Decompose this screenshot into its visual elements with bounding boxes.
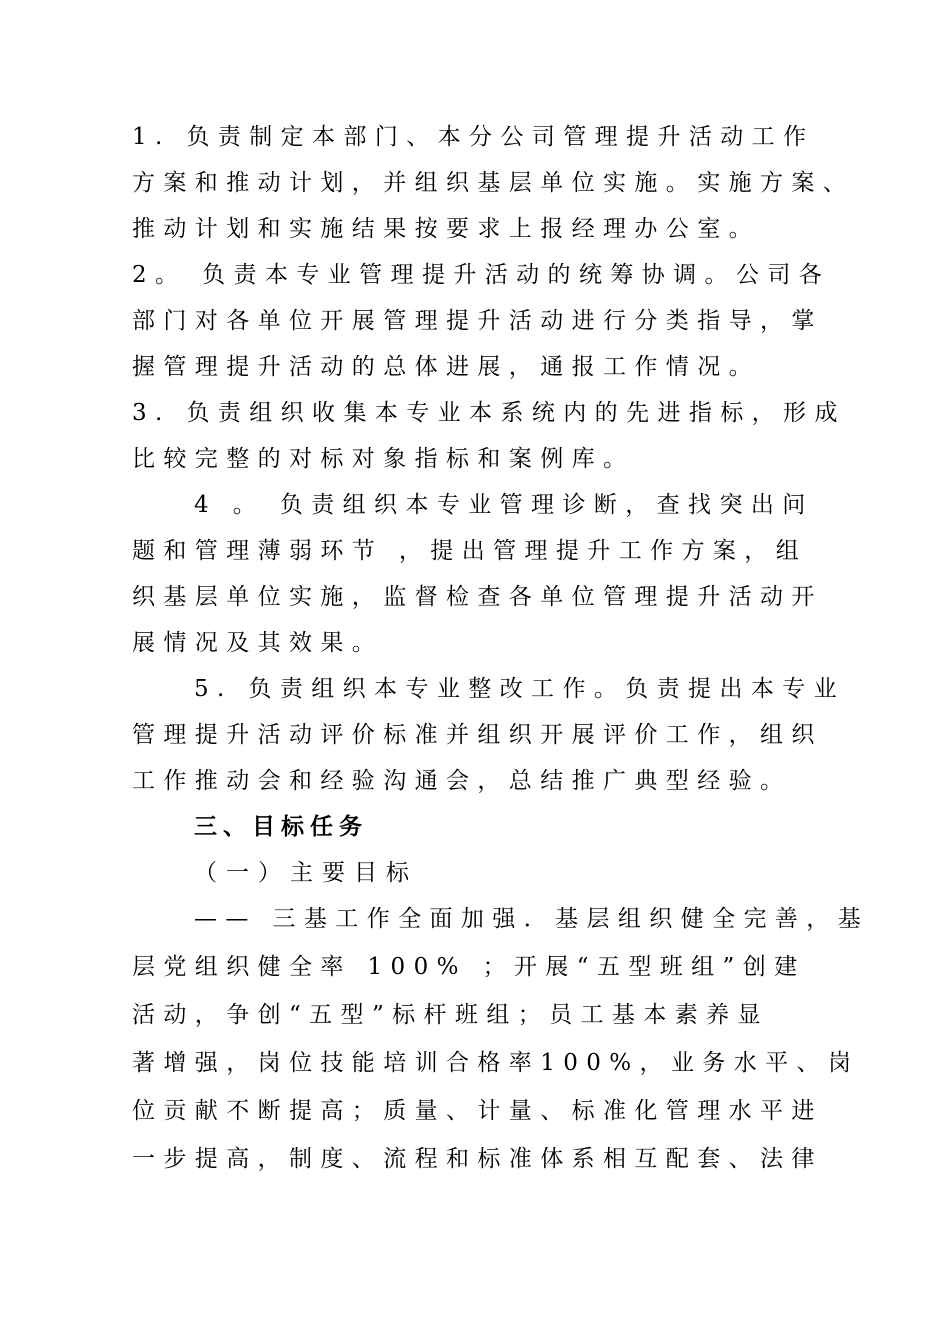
- goal-line-5: 位贡献不断提高；质量、计量、标准化管理水平进: [132, 1098, 823, 1124]
- item-5-line-3: 工作推动会和经验沟通会，总结推广典型经验。: [132, 768, 792, 794]
- item-2-line-1: 2。 负责本专业管理提升活动的统筹协调。公司各: [132, 262, 831, 288]
- item-4-line-1: 4 。 负责组织本专业管理诊断，查找突出问: [194, 492, 814, 518]
- item-5-line-1: 5. 负责组织本专业整改工作。负责提出本专业: [194, 676, 846, 702]
- subsection-heading: （一）主要目标: [194, 860, 418, 886]
- goal-line-3: 活动，争创“五型”标杆班组；员工基本素养显: [132, 1002, 769, 1028]
- item-1-line-3: 推动计划和实施结果按要求上报经理办公室。: [132, 216, 760, 242]
- item-4-line-3: 织基层单位实施，监督检查各单位管理提升活动开: [132, 584, 823, 610]
- item-4-line-2: 题和管理薄弱环节 ，提出管理提升工作方案，组: [132, 538, 808, 564]
- item-1-line-1: 1. 负责制定本部门、本分公司管理提升活动工作: [132, 124, 815, 150]
- item-5-line-2: 管理提升活动评价标准并组织开展评价工作，组织: [132, 722, 823, 748]
- goal-line-2: 层党组织健全率 100% ；开展“五型班组”创建: [132, 954, 806, 980]
- item-3-line-2: 比较完整的对标对象指标和案例库。: [132, 446, 635, 472]
- item-3-line-1: 3. 负责组织收集本专业本系统内的先进指标，形成: [132, 400, 846, 426]
- item-2-line-2: 部门对各单位开展管理提升活动进行分类指导，掌: [132, 308, 823, 334]
- section-heading: 三、目标任务: [194, 813, 368, 840]
- goal-line-6: 一步提高，制度、流程和标准体系相互配套、法律: [132, 1146, 823, 1172]
- goal-line-4: 著增强，岗位技能培训合格率100%，业务水平、岗: [132, 1050, 860, 1076]
- item-1-line-2: 方案和推动计划，并组织基层单位实施。实施方案、: [132, 170, 855, 196]
- item-4-line-4: 展情况及其效果。: [132, 630, 384, 656]
- item-2-line-3: 握管理提升活动的总体进展，通报工作情况。: [132, 354, 760, 380]
- goal-line-1: —— 三基工作全面加强．基层组织健全完善，基: [194, 906, 870, 932]
